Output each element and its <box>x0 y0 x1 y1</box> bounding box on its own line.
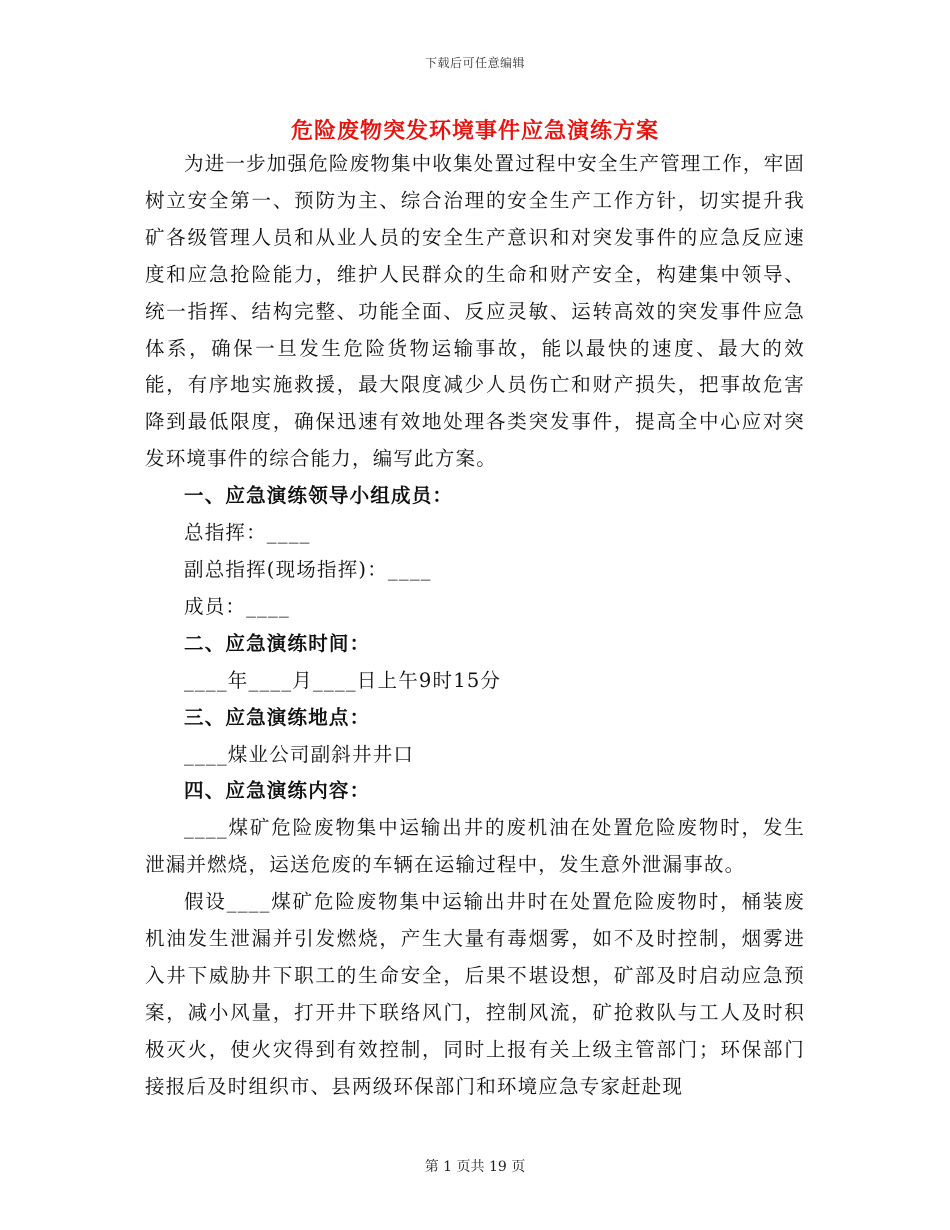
members-line: 成员：____ <box>184 594 290 618</box>
document-body <box>145 146 805 1106</box>
drill-location-line: ____煤业公司副斜井井口 <box>184 742 415 766</box>
commander-line: 总指挥：____ <box>184 521 311 545</box>
document-title: 危险废物突发环境事件应急演练方案 <box>290 118 659 144</box>
content-paragraph-1: ____煤矿危险废物集中运输出井的废机油在处置危险废物时，发生泄漏并燃烧，运送危废的车辆在运输过程中，发生意外泄漏事故。 <box>145 816 805 877</box>
deputy-commander-line: 副总指挥(现场指挥)：____ <box>184 557 432 581</box>
header-note: 下载后可任意编辑 <box>424 56 525 70</box>
drill-time-line: ____年____月____日上午9时15分 <box>184 668 502 692</box>
content-paragraph-2: 假设____煤矿危险废物集中运输出井时在处置危险废物时，桶装废机油发生泄漏并引发燃烧，产生大量有毒烟雾，如不及时控制，烟雾进入井下威胁井下职工的生命安全，后果不堪设想，矿部及时启动应急预案，减小风量，打开井下联络风门，控制风流，矿抢救队与工人及时积极灭火，使火灾得到有效控制，同时上报有关上级主管部门；环保部门接报后及时组织市、县两级环保部门和环境应急专家赶赴现 <box>145 890 805 1098</box>
section-heading-content: 四、应急演练内容： <box>184 779 371 803</box>
intro-paragraph: 为进一步加强危险废物集中收集处置过程中安全生产管理工作，牢固树立安全第一、预防为主、综合治理的安全生产工作方针，切实提升我矿各级管理人员和从业人员的安全生产意识和对突发事件的应急反应速度和应急抢险能力，维护人民群众的生命和财产安全，构建集中领导、统一指挥、结构完整、功能全面、反应灵敏、运转高效的突发事件应急体系，确保一旦发生危险货物运输事故，能以最快的速度、最大的效能，有序地实施救援，最大限度减少人员伤亡和财产损失，把事故危害降到最低限度，确保迅速有效地处理各类突发事件，提高全中心应对突发环境事件的综合能力，编写此方案。 <box>145 152 806 471</box>
section-heading-location: 三、应急演练地点： <box>184 705 371 729</box>
page-footer: 第 1 页共 19 页 <box>424 1159 526 1175</box>
section-heading-time: 二、应急演练时间： <box>184 631 371 655</box>
section-heading-leadership: 一、应急演练领导小组成员： <box>184 484 454 508</box>
